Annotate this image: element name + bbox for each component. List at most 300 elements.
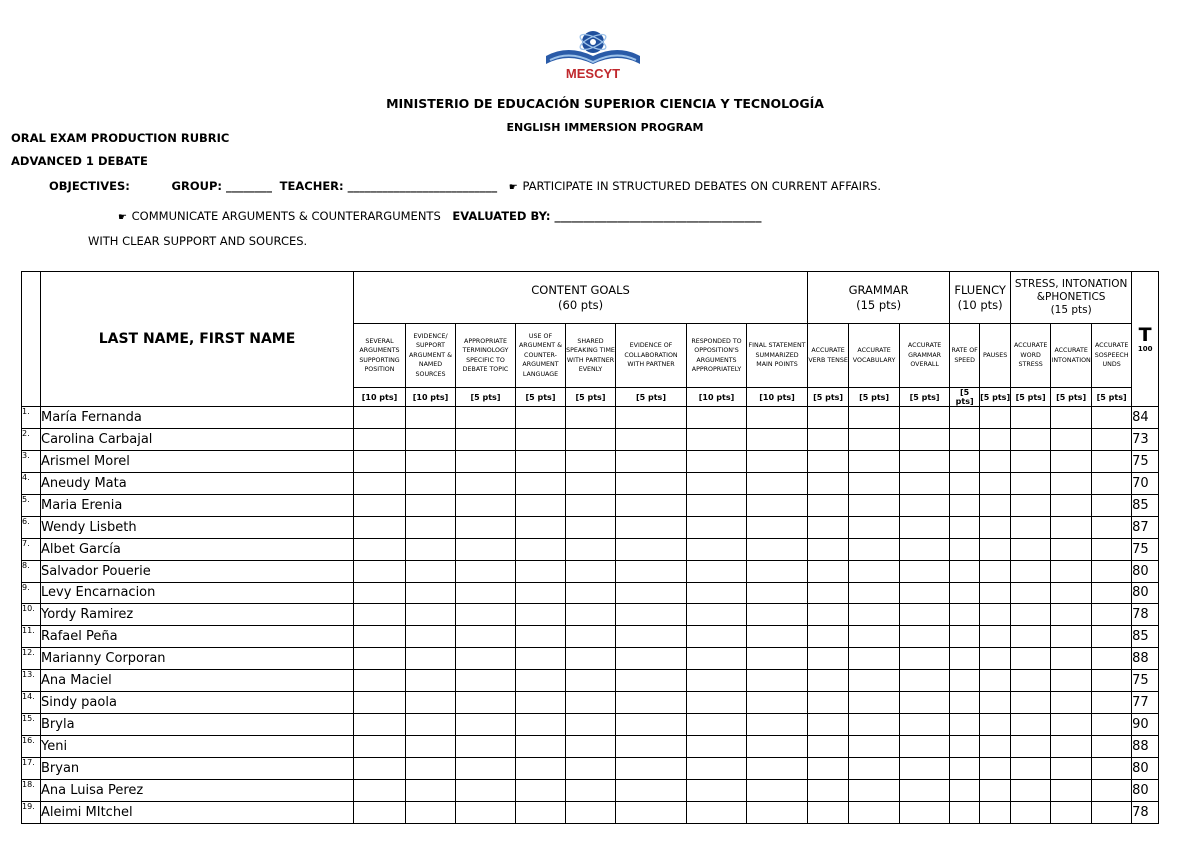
score-cell[interactable]: [1051, 407, 1092, 429]
score-cell[interactable]: [950, 428, 980, 450]
score-cell[interactable]: [616, 407, 687, 429]
score-cell[interactable]: [566, 648, 616, 670]
score-cell[interactable]: [616, 494, 687, 516]
score-cell[interactable]: [456, 516, 516, 538]
score-cell[interactable]: [616, 516, 687, 538]
score-cell[interactable]: [566, 472, 616, 494]
score-cell[interactable]: [1092, 560, 1132, 582]
score-cell[interactable]: [1092, 450, 1132, 472]
score-cell[interactable]: [406, 692, 456, 714]
score-cell[interactable]: [616, 450, 687, 472]
score-cell[interactable]: [354, 560, 406, 582]
score-cell[interactable]: [980, 758, 1011, 780]
score-cell[interactable]: [1092, 626, 1132, 648]
score-cell[interactable]: [1092, 758, 1132, 780]
score-cell[interactable]: [980, 538, 1011, 560]
score-cell[interactable]: [1051, 758, 1092, 780]
score-cell[interactable]: [354, 758, 406, 780]
score-cell[interactable]: [516, 779, 566, 801]
score-cell[interactable]: [516, 407, 566, 429]
score-cell[interactable]: [900, 670, 950, 692]
score-cell[interactable]: [808, 428, 849, 450]
score-cell[interactable]: [1092, 582, 1132, 604]
score-cell[interactable]: [566, 736, 616, 758]
score-cell[interactable]: [456, 692, 516, 714]
score-cell[interactable]: [566, 538, 616, 560]
score-cell[interactable]: [456, 648, 516, 670]
score-cell[interactable]: [406, 736, 456, 758]
score-cell[interactable]: [354, 801, 406, 823]
score-cell[interactable]: [747, 779, 808, 801]
score-cell[interactable]: [516, 758, 566, 780]
score-cell[interactable]: [1011, 428, 1051, 450]
score-cell[interactable]: [900, 801, 950, 823]
score-cell[interactable]: [1092, 670, 1132, 692]
score-cell[interactable]: [1092, 692, 1132, 714]
score-cell[interactable]: [354, 450, 406, 472]
score-cell[interactable]: [456, 670, 516, 692]
score-cell[interactable]: [687, 428, 747, 450]
score-cell[interactable]: [687, 604, 747, 626]
score-cell[interactable]: [900, 407, 950, 429]
score-cell[interactable]: [808, 604, 849, 626]
score-cell[interactable]: [1051, 714, 1092, 736]
score-cell[interactable]: [808, 494, 849, 516]
score-cell[interactable]: [616, 428, 687, 450]
score-cell[interactable]: [354, 736, 406, 758]
score-cell[interactable]: [354, 648, 406, 670]
score-cell[interactable]: [566, 450, 616, 472]
score-cell[interactable]: [900, 582, 950, 604]
score-cell[interactable]: [516, 538, 566, 560]
score-cell[interactable]: [900, 714, 950, 736]
score-cell[interactable]: [354, 407, 406, 429]
score-cell[interactable]: [516, 582, 566, 604]
score-cell[interactable]: [456, 736, 516, 758]
score-cell[interactable]: [849, 538, 900, 560]
score-cell[interactable]: [900, 450, 950, 472]
score-cell[interactable]: [747, 670, 808, 692]
score-cell[interactable]: [456, 494, 516, 516]
score-cell[interactable]: [354, 604, 406, 626]
score-cell[interactable]: [566, 626, 616, 648]
score-cell[interactable]: [566, 494, 616, 516]
score-cell[interactable]: [566, 604, 616, 626]
score-cell[interactable]: [849, 670, 900, 692]
score-cell[interactable]: [747, 801, 808, 823]
score-cell[interactable]: [566, 714, 616, 736]
score-cell[interactable]: [354, 670, 406, 692]
score-cell[interactable]: [616, 801, 687, 823]
score-cell[interactable]: [950, 494, 980, 516]
score-cell[interactable]: [980, 560, 1011, 582]
score-cell[interactable]: [1051, 670, 1092, 692]
score-cell[interactable]: [747, 494, 808, 516]
score-cell[interactable]: [1011, 604, 1051, 626]
score-cell[interactable]: [406, 801, 456, 823]
score-cell[interactable]: [406, 560, 456, 582]
score-cell[interactable]: [354, 538, 406, 560]
score-cell[interactable]: [1011, 560, 1051, 582]
score-cell[interactable]: [747, 692, 808, 714]
score-cell[interactable]: [456, 714, 516, 736]
score-cell[interactable]: [354, 582, 406, 604]
score-cell[interactable]: [747, 736, 808, 758]
score-cell[interactable]: [406, 670, 456, 692]
score-cell[interactable]: [406, 538, 456, 560]
score-cell[interactable]: [849, 516, 900, 538]
score-cell[interactable]: [354, 516, 406, 538]
score-cell[interactable]: [747, 538, 808, 560]
score-cell[interactable]: [950, 472, 980, 494]
score-cell[interactable]: [849, 450, 900, 472]
score-cell[interactable]: [900, 472, 950, 494]
score-cell[interactable]: [747, 560, 808, 582]
score-cell[interactable]: [1011, 516, 1051, 538]
score-cell[interactable]: [900, 736, 950, 758]
score-cell[interactable]: [808, 801, 849, 823]
score-cell[interactable]: [566, 779, 616, 801]
score-cell[interactable]: [456, 538, 516, 560]
score-cell[interactable]: [1092, 714, 1132, 736]
score-cell[interactable]: [849, 736, 900, 758]
score-cell[interactable]: [406, 604, 456, 626]
score-cell[interactable]: [516, 670, 566, 692]
score-cell[interactable]: [980, 450, 1011, 472]
score-cell[interactable]: [980, 692, 1011, 714]
score-cell[interactable]: [687, 450, 747, 472]
score-cell[interactable]: [456, 626, 516, 648]
score-cell[interactable]: [1011, 779, 1051, 801]
score-cell[interactable]: [980, 714, 1011, 736]
score-cell[interactable]: [566, 758, 616, 780]
score-cell[interactable]: [849, 779, 900, 801]
score-cell[interactable]: [456, 450, 516, 472]
score-cell[interactable]: [849, 472, 900, 494]
score-cell[interactable]: [747, 450, 808, 472]
score-cell[interactable]: [566, 670, 616, 692]
score-cell[interactable]: [900, 494, 950, 516]
score-cell[interactable]: [1092, 516, 1132, 538]
score-cell[interactable]: [1011, 450, 1051, 472]
score-cell[interactable]: [687, 472, 747, 494]
score-cell[interactable]: [1011, 736, 1051, 758]
score-cell[interactable]: [516, 472, 566, 494]
score-cell[interactable]: [980, 736, 1011, 758]
score-cell[interactable]: [849, 428, 900, 450]
score-cell[interactable]: [950, 407, 980, 429]
score-cell[interactable]: [354, 714, 406, 736]
score-cell[interactable]: [406, 516, 456, 538]
score-cell[interactable]: [516, 450, 566, 472]
score-cell[interactable]: [1011, 714, 1051, 736]
score-cell[interactable]: [980, 604, 1011, 626]
score-cell[interactable]: [1092, 472, 1132, 494]
score-cell[interactable]: [1051, 560, 1092, 582]
score-cell[interactable]: [849, 692, 900, 714]
score-cell[interactable]: [747, 472, 808, 494]
score-cell[interactable]: [516, 494, 566, 516]
score-cell[interactable]: [456, 407, 516, 429]
score-cell[interactable]: [516, 626, 566, 648]
score-cell[interactable]: [980, 648, 1011, 670]
score-cell[interactable]: [808, 450, 849, 472]
score-cell[interactable]: [808, 516, 849, 538]
score-cell[interactable]: [566, 801, 616, 823]
score-cell[interactable]: [849, 582, 900, 604]
score-cell[interactable]: [1092, 428, 1132, 450]
score-cell[interactable]: [406, 407, 456, 429]
score-cell[interactable]: [1092, 736, 1132, 758]
score-cell[interactable]: [849, 494, 900, 516]
score-cell[interactable]: [849, 560, 900, 582]
score-cell[interactable]: [616, 648, 687, 670]
score-cell[interactable]: [687, 692, 747, 714]
score-cell[interactable]: [687, 560, 747, 582]
score-cell[interactable]: [1051, 516, 1092, 538]
score-cell[interactable]: [950, 736, 980, 758]
score-cell[interactable]: [980, 801, 1011, 823]
score-cell[interactable]: [516, 604, 566, 626]
score-cell[interactable]: [1011, 582, 1051, 604]
score-cell[interactable]: [687, 407, 747, 429]
score-cell[interactable]: [849, 648, 900, 670]
score-cell[interactable]: [456, 758, 516, 780]
score-cell[interactable]: [566, 692, 616, 714]
score-cell[interactable]: [950, 779, 980, 801]
score-cell[interactable]: [980, 428, 1011, 450]
score-cell[interactable]: [456, 604, 516, 626]
score-cell[interactable]: [747, 758, 808, 780]
score-cell[interactable]: [687, 626, 747, 648]
score-cell[interactable]: [950, 560, 980, 582]
score-cell[interactable]: [406, 582, 456, 604]
score-cell[interactable]: [980, 494, 1011, 516]
score-cell[interactable]: [1011, 494, 1051, 516]
score-cell[interactable]: [747, 428, 808, 450]
score-cell[interactable]: [808, 472, 849, 494]
score-cell[interactable]: [354, 494, 406, 516]
score-cell[interactable]: [516, 560, 566, 582]
score-cell[interactable]: [616, 582, 687, 604]
score-cell[interactable]: [1011, 758, 1051, 780]
score-cell[interactable]: [950, 604, 980, 626]
score-cell[interactable]: [808, 538, 849, 560]
score-cell[interactable]: [980, 626, 1011, 648]
score-cell[interactable]: [849, 758, 900, 780]
score-cell[interactable]: [1051, 472, 1092, 494]
score-cell[interactable]: [808, 582, 849, 604]
score-cell[interactable]: [354, 472, 406, 494]
score-cell[interactable]: [849, 714, 900, 736]
score-cell[interactable]: [616, 779, 687, 801]
score-cell[interactable]: [1011, 670, 1051, 692]
score-cell[interactable]: [687, 779, 747, 801]
score-cell[interactable]: [950, 648, 980, 670]
score-cell[interactable]: [980, 582, 1011, 604]
score-cell[interactable]: [950, 692, 980, 714]
score-cell[interactable]: [1051, 428, 1092, 450]
score-cell[interactable]: [566, 582, 616, 604]
score-cell[interactable]: [1051, 450, 1092, 472]
score-cell[interactable]: [1011, 407, 1051, 429]
score-cell[interactable]: [747, 407, 808, 429]
score-cell[interactable]: [1011, 648, 1051, 670]
score-cell[interactable]: [900, 428, 950, 450]
score-cell[interactable]: [354, 626, 406, 648]
score-cell[interactable]: [1051, 692, 1092, 714]
score-cell[interactable]: [1011, 538, 1051, 560]
score-cell[interactable]: [616, 736, 687, 758]
score-cell[interactable]: [516, 516, 566, 538]
score-cell[interactable]: [616, 670, 687, 692]
score-cell[interactable]: [1092, 779, 1132, 801]
score-cell[interactable]: [687, 516, 747, 538]
score-cell[interactable]: [1011, 626, 1051, 648]
score-cell[interactable]: [1092, 604, 1132, 626]
score-cell[interactable]: [687, 582, 747, 604]
score-cell[interactable]: [687, 538, 747, 560]
score-cell[interactable]: [516, 428, 566, 450]
score-cell[interactable]: [900, 692, 950, 714]
score-cell[interactable]: [616, 626, 687, 648]
score-cell[interactable]: [1011, 801, 1051, 823]
score-cell[interactable]: [849, 604, 900, 626]
score-cell[interactable]: [406, 450, 456, 472]
score-cell[interactable]: [516, 714, 566, 736]
score-cell[interactable]: [900, 560, 950, 582]
score-cell[interactable]: [808, 560, 849, 582]
score-cell[interactable]: [950, 670, 980, 692]
score-cell[interactable]: [950, 714, 980, 736]
score-cell[interactable]: [808, 648, 849, 670]
score-cell[interactable]: [1092, 407, 1132, 429]
score-cell[interactable]: [980, 407, 1011, 429]
score-cell[interactable]: [1092, 494, 1132, 516]
score-cell[interactable]: [849, 626, 900, 648]
score-cell[interactable]: [687, 758, 747, 780]
score-cell[interactable]: [566, 560, 616, 582]
score-cell[interactable]: [456, 560, 516, 582]
score-cell[interactable]: [980, 516, 1011, 538]
score-cell[interactable]: [456, 801, 516, 823]
score-cell[interactable]: [406, 494, 456, 516]
score-cell[interactable]: [616, 758, 687, 780]
score-cell[interactable]: [687, 494, 747, 516]
score-cell[interactable]: [747, 626, 808, 648]
score-cell[interactable]: [616, 560, 687, 582]
score-cell[interactable]: [566, 428, 616, 450]
score-cell[interactable]: [687, 670, 747, 692]
score-cell[interactable]: [687, 648, 747, 670]
score-cell[interactable]: [616, 692, 687, 714]
score-cell[interactable]: [747, 648, 808, 670]
score-cell[interactable]: [747, 582, 808, 604]
score-cell[interactable]: [1092, 648, 1132, 670]
score-cell[interactable]: [808, 736, 849, 758]
score-cell[interactable]: [566, 516, 616, 538]
score-cell[interactable]: [950, 582, 980, 604]
score-cell[interactable]: [516, 648, 566, 670]
score-cell[interactable]: [980, 779, 1011, 801]
score-cell[interactable]: [687, 736, 747, 758]
score-cell[interactable]: [406, 626, 456, 648]
score-cell[interactable]: [1051, 494, 1092, 516]
score-cell[interactable]: [950, 450, 980, 472]
score-cell[interactable]: [747, 604, 808, 626]
score-cell[interactable]: [1051, 582, 1092, 604]
score-cell[interactable]: [900, 648, 950, 670]
score-cell[interactable]: [1051, 801, 1092, 823]
score-cell[interactable]: [687, 714, 747, 736]
score-cell[interactable]: [849, 801, 900, 823]
score-cell[interactable]: [406, 714, 456, 736]
score-cell[interactable]: [1011, 692, 1051, 714]
score-cell[interactable]: [406, 779, 456, 801]
score-cell[interactable]: [616, 538, 687, 560]
score-cell[interactable]: [1051, 626, 1092, 648]
score-cell[interactable]: [900, 758, 950, 780]
score-cell[interactable]: [808, 670, 849, 692]
score-cell[interactable]: [516, 692, 566, 714]
score-cell[interactable]: [1051, 648, 1092, 670]
score-cell[interactable]: [354, 428, 406, 450]
score-cell[interactable]: [1011, 472, 1051, 494]
score-cell[interactable]: [406, 428, 456, 450]
score-cell[interactable]: [980, 670, 1011, 692]
score-cell[interactable]: [354, 692, 406, 714]
score-cell[interactable]: [849, 407, 900, 429]
score-cell[interactable]: [1051, 736, 1092, 758]
score-cell[interactable]: [808, 626, 849, 648]
score-cell[interactable]: [456, 472, 516, 494]
score-cell[interactable]: [616, 714, 687, 736]
score-cell[interactable]: [406, 648, 456, 670]
score-cell[interactable]: [900, 626, 950, 648]
score-cell[interactable]: [808, 758, 849, 780]
score-cell[interactable]: [980, 472, 1011, 494]
score-cell[interactable]: [687, 801, 747, 823]
score-cell[interactable]: [1051, 538, 1092, 560]
score-cell[interactable]: [950, 626, 980, 648]
score-cell[interactable]: [406, 472, 456, 494]
score-cell[interactable]: [808, 692, 849, 714]
score-cell[interactable]: [354, 779, 406, 801]
score-cell[interactable]: [1092, 801, 1132, 823]
score-cell[interactable]: [808, 779, 849, 801]
score-cell[interactable]: [616, 604, 687, 626]
score-cell[interactable]: [950, 538, 980, 560]
score-cell[interactable]: [747, 516, 808, 538]
score-cell[interactable]: [1092, 538, 1132, 560]
score-cell[interactable]: [456, 779, 516, 801]
score-cell[interactable]: [808, 407, 849, 429]
score-cell[interactable]: [516, 736, 566, 758]
score-cell[interactable]: [1051, 779, 1092, 801]
score-cell[interactable]: [456, 428, 516, 450]
score-cell[interactable]: [900, 779, 950, 801]
score-cell[interactable]: [516, 801, 566, 823]
score-cell[interactable]: [808, 714, 849, 736]
score-cell[interactable]: [616, 472, 687, 494]
score-cell[interactable]: [900, 516, 950, 538]
score-cell[interactable]: [950, 801, 980, 823]
score-cell[interactable]: [900, 604, 950, 626]
score-cell[interactable]: [950, 516, 980, 538]
score-cell[interactable]: [566, 407, 616, 429]
score-cell[interactable]: [406, 758, 456, 780]
score-cell[interactable]: [1051, 604, 1092, 626]
